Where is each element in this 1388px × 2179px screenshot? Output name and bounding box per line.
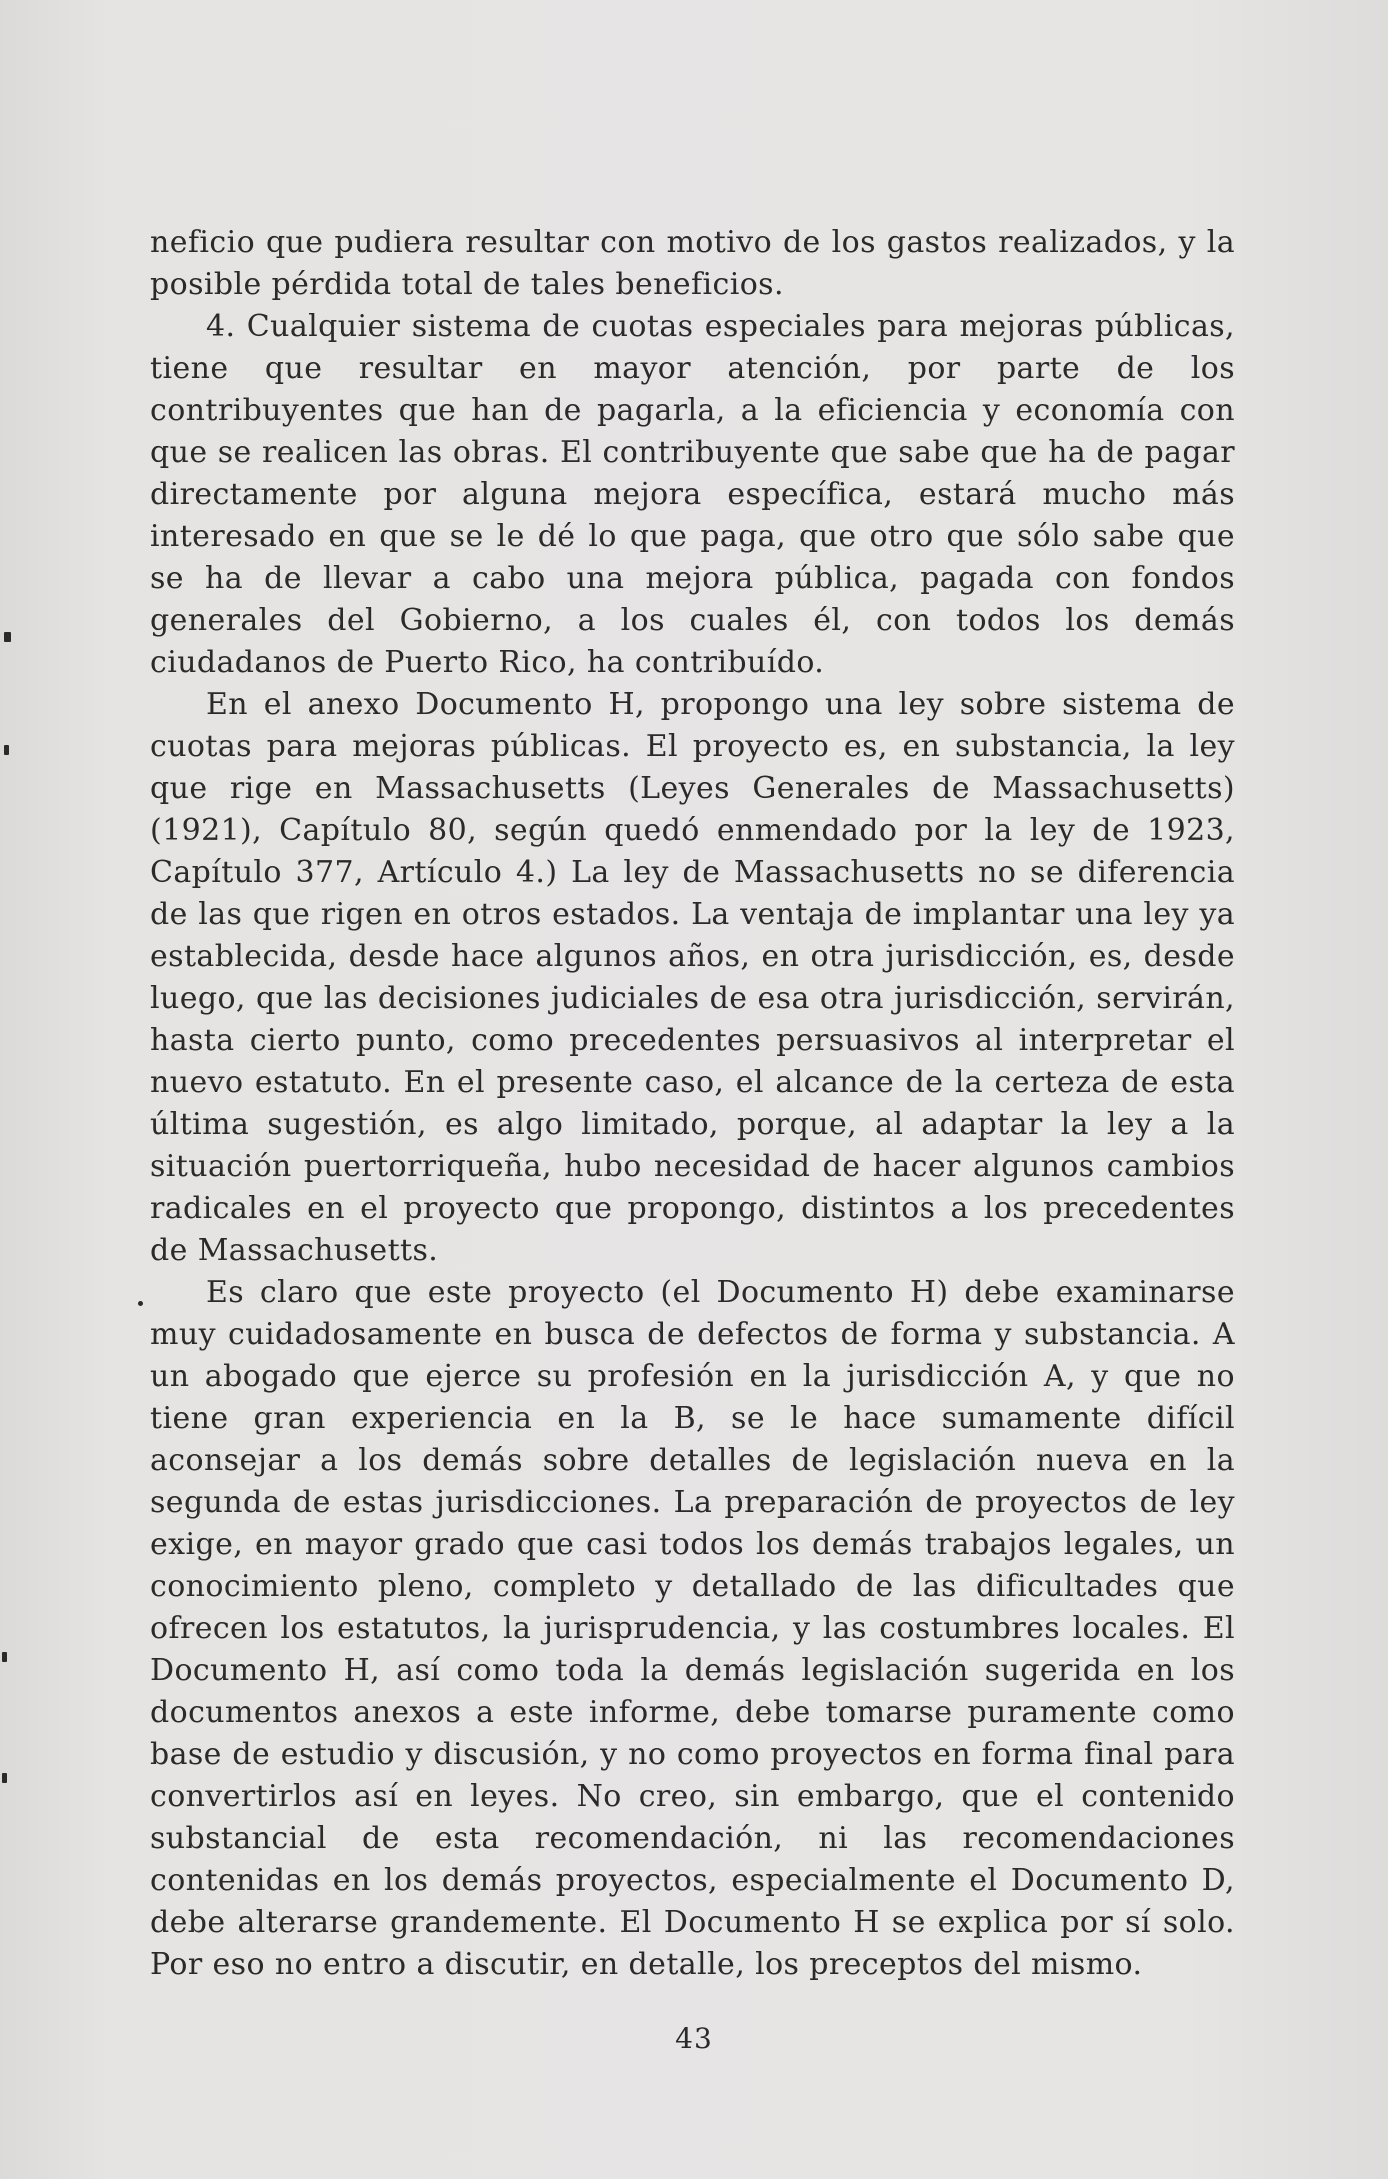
margin-mark <box>4 745 9 755</box>
margin-mark <box>4 632 11 642</box>
margin-mark <box>2 1652 7 1662</box>
paragraph-continuation: neficio que pudiera resultar con motivo de los gastos realizados, y la posible pérdida total de tales beneficios. <box>150 225 1235 302</box>
paragraph-proyecto-review: Es claro que este proyecto (el Documento H) debe examinarse muy cuidadosamente en busca de defectos de forma y substancia. A un abogado que ejerce su profesión en la jurisdicción A, y que no tiene gran experiencia en la B, se le hace sumamente difícil aconsejar a los demás sobre detalles de legislación nueva en la segunda de estas jurisdicciones. La preparación de proyectos de ley exige, en mayor grado que casi todos los demás trabajos legales, un conocimiento pleno, completo y detallado de las dificultades que ofrecen los estatutos, la jurisprudencia, y las costumbres locales. El Documento H, así como toda la demás legislación sugerida en los documentos anexos a este informe, debe tomarse puramente como base de estudio y discusión, y no como proyectos en forma final para convertirlos así en leyes. No creo, sin embargo, que el contenido substancial de esta recomendación, ni las recomendaciones contenidas en los demás proyectos, especialmente el Documento D, debe alterarse grandemente. El Documento H se explica por sí solo. Por eso no entro a discutir, en detalle, los preceptos del mismo. <box>150 1275 1235 1982</box>
paragraph-documento-h: En el anexo Documento H, propongo una ley sobre sistema de cuotas para mejoras públicas. El proyecto es, en substancia, la ley que rige en Massachusetts (Leyes Generales de Massachusetts) (1921), Capítulo 80, según quedó enmendado por la ley de 1923, Capítulo 377, Artículo 4.) La ley de Massachusetts no se diferencia de las que rigen en otros estados. La ventaja de implantar una ley ya establecida, desde hace algunos años, en otra jurisdicción, es, desde luego, que las decisiones judiciales de esa otra jurisdicción, servirán, hasta cierto punto, como precedentes persuasivos al interpretar el nuevo estatuto. En el presente caso, el alcance de la certeza de esta última sugestión, es algo limitado, porque, al adaptar la ley a la situación puertorriqueña, hubo necesidad de hacer algunos cambios radicales en el proyecto que propongo, distintos a los precedentes de Massachusetts. <box>150 687 1235 1268</box>
margin-mark <box>2 1773 7 1783</box>
page-number: 43 <box>675 2022 713 2055</box>
body-text <box>150 222 1235 1986</box>
bullet-mark <box>138 1301 143 1306</box>
paragraph-item-4: 4. Cualquier sistema de cuotas especiales para mejoras públicas, tiene que resultar en mayor atención, por parte de los contribuyentes que han de pagarla, a la eficiencia y economía con que se realicen las obras. El contribuyente que sabe que ha de pagar directamente por alguna mejora específica, estará mucho más interesado en que se le dé lo que paga, que otro que sólo sabe que se ha de llevar a cabo una mejora pública, pagada con fondos generales del Gobierno, a los cuales él, con todos los demás ciudadanos de Puerto Rico, ha contribuído. <box>150 309 1235 680</box>
